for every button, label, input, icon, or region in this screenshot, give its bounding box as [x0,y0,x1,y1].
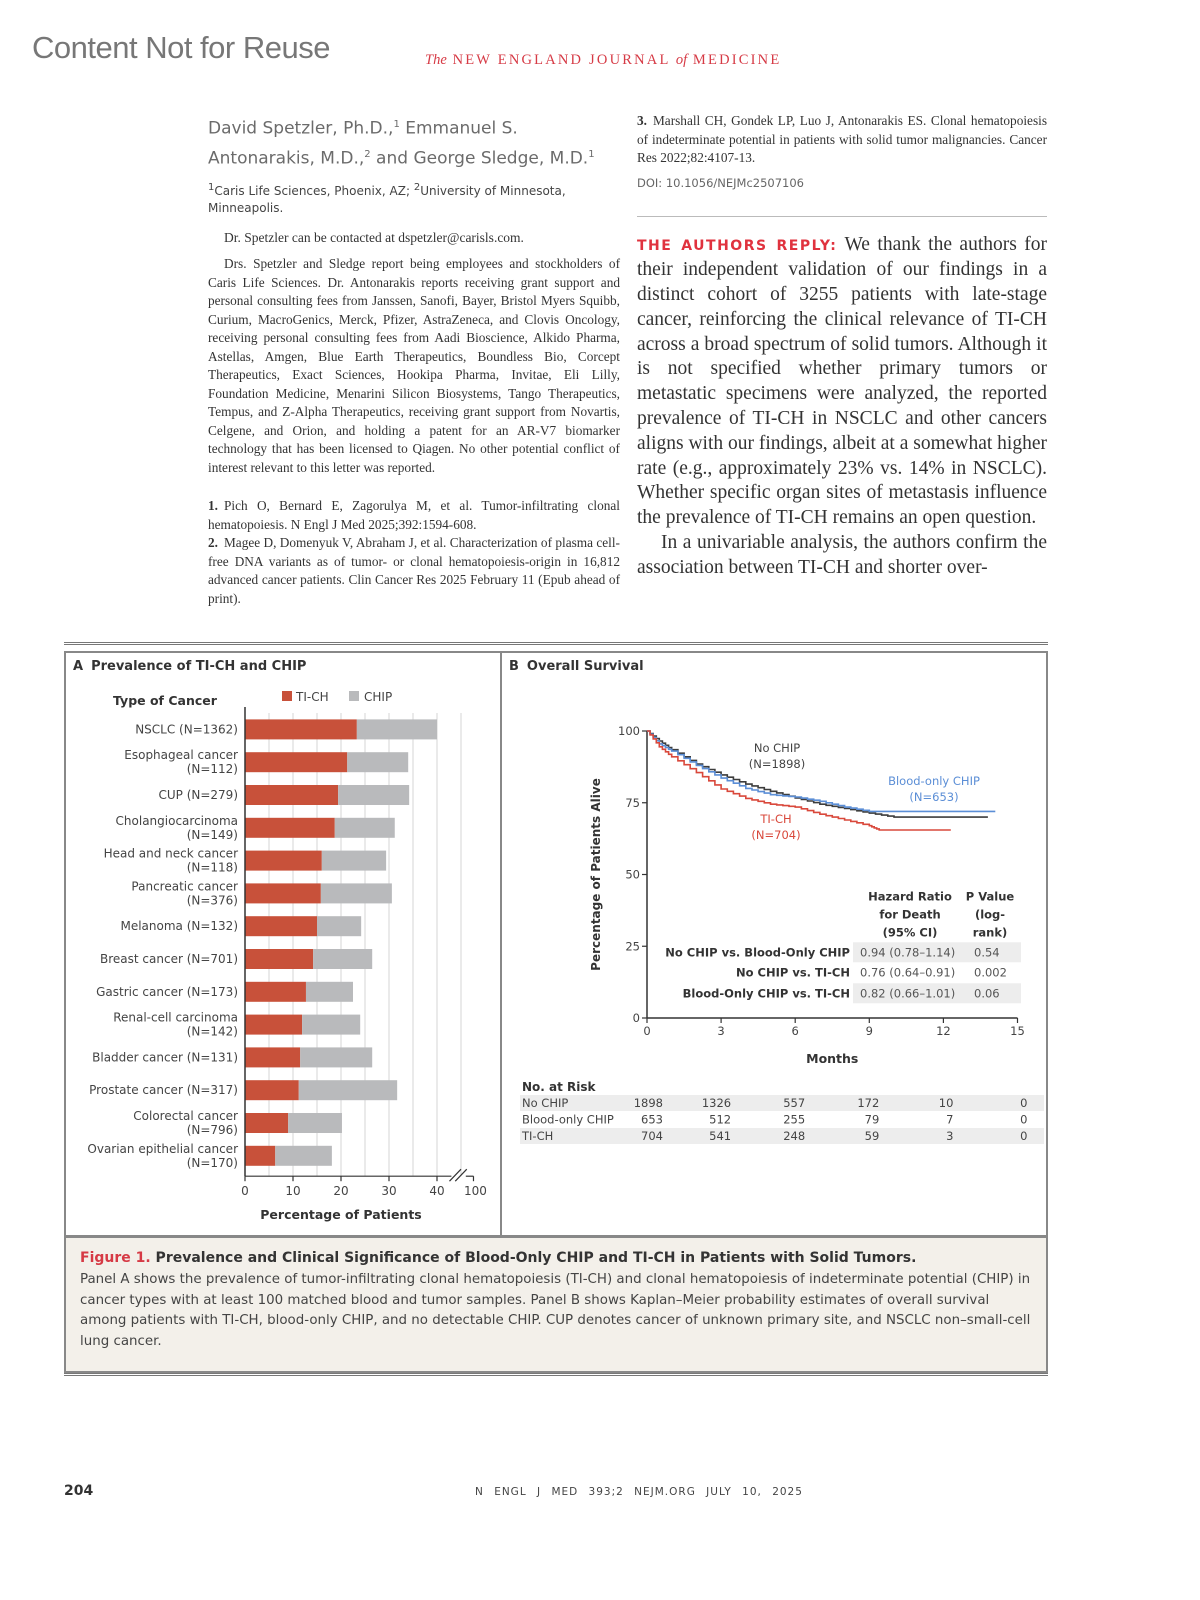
bar-chip [338,785,409,805]
at-risk-group: No CHIP [522,1096,569,1110]
category-label: (N=796) [186,1123,238,1137]
bar-chip [313,949,372,969]
reference-item [208,497,620,534]
category-label: Prostate cancer (N=317) [89,1083,238,1098]
bar-chip [306,982,353,1002]
journal-of: of [675,52,688,68]
table-header: P Value [965,889,1015,904]
survival-chart [502,653,1048,1237]
bar-tich [245,949,313,969]
at-risk-group: TI-CH [522,1129,554,1143]
panel-letter: B [509,659,519,674]
bar-chip [300,1047,372,1067]
panel-title-text: Overall Survival [526,659,644,674]
x-tick-label: 3 [717,1024,725,1038]
caption-title [80,1250,1032,1266]
bar-tich [245,1146,275,1166]
reference-number: 1. [208,498,218,514]
x-tick-label: 0 [241,1184,249,1199]
comparison-label: No CHIP vs. TI-CH [736,965,850,980]
category-label: NSCLC (N=1362) [135,722,238,737]
category-label: (N=112) [186,762,238,777]
bar-tich [245,818,335,838]
curve-label: (N=1898) [748,757,806,771]
bar-tich [245,1113,288,1133]
at-risk-count: 0 [1020,1096,1028,1110]
x-tick-label: 0 [643,1024,651,1038]
category-label: (N=118) [186,860,238,875]
p-value: 0.002 [974,965,1007,980]
bar-chip [347,752,408,772]
bar-chip [321,883,392,903]
legend-label-tich: TI-CH [296,690,329,704]
author-list: David Spetzler, Ph.D.,$^1$ Emmanuel S. Antonarakis, M.D.,$^2$ and George Sledge, M.D.$^1$ [208,118,595,169]
curve-label: (N=653) [909,790,959,804]
legend-swatch-tich [282,691,292,701]
figure-1 [64,642,1048,1376]
bar-tich [245,982,306,1002]
y-tick-label: 25 [625,939,640,954]
legend-label-chip: CHIP [364,690,393,704]
figure-panels [64,651,1048,1235]
at-risk-count: 541 [709,1129,732,1143]
at-risk-count: 10 [938,1096,954,1110]
y-axis-title: Type of Cancer [113,693,217,708]
bar-tich [245,1080,299,1100]
bar-tich [245,1015,302,1035]
at-risk-count: 79 [864,1112,880,1127]
hazard-ratio: 0.76 (0.64–0.91) [860,965,956,980]
at-risk-count: 0 [1020,1129,1028,1143]
caption-body: Panel A shows the prevalence of tumor-infiltrating clonal hematopoiesis (TI-CH) and clonal hematopoiesis of indeterminate potential (CHIP) in cancer types with at least 100 matched blood and tumor samples. Panel B shows Kaplan–Meier probability estimates of overall survival among patients with TI-CH, blood-only CHIP, and no detectable CHIP. CUP denotes cancer of unknown primary site, and NSCLC non–small-cell lung cancer. [80,1272,1031,1349]
table-header: rank) [972,925,1008,940]
footer-citation: N ENGL J MED 393;2 NEJM.ORG JULY 10, 2025 [475,1486,803,1498]
figure-caption [64,1235,1048,1373]
at-risk-count: 255 [783,1112,806,1127]
bar-chip [322,851,386,871]
caption-title-text: Prevalence and Clinical Significance of Blood-Only CHIP and TI-CH in Patients with Solid Tumors. [150,1250,917,1266]
journal-name-2: MEDICINE [692,52,782,68]
right-column [637,112,1047,581]
at-risk-count: 512 [709,1112,732,1127]
at-risk-count: 7 [946,1112,954,1127]
bar-chip [275,1146,332,1166]
journal-prefix: The [425,52,447,68]
reply-lead: THE AUTHORS REPLY: [637,237,838,254]
at-risk-count: 3 [946,1129,954,1143]
at-risk-count: 0 [1020,1112,1028,1127]
legend-swatch-chip [349,691,359,701]
reference-item [208,534,620,608]
y-tick-label: 75 [625,795,640,810]
comparison-label: No CHIP vs. Blood-Only CHIP [665,945,850,960]
bar-chip [335,818,395,838]
category-label: Colorectal cancer [133,1109,238,1123]
left-column [208,112,620,608]
bar-tich [245,785,338,805]
reference-text: Pich O, Bernard E, Zagorulya M, et al. Tumor-infiltrating clonal hematopoiesis. N Engl J Med 2025;392:1594-608. [208,498,620,532]
bar-tich [245,1047,300,1067]
authors-reply [637,233,1047,581]
bar-tich [245,851,322,871]
x-tick-label: 10 [285,1184,301,1199]
x-tick-label: 40 [429,1184,445,1199]
category-label: Renal-cell carcinoma [113,1010,238,1025]
category-label: Melanoma (N=132) [120,919,238,934]
curve-label: No CHIP [753,741,801,755]
reference-item [637,112,1047,168]
category-label: Pancreatic cancer [131,879,238,894]
y-tick-label: 100 [618,724,640,738]
at-risk-row-shade [520,1128,1044,1144]
reply-paragraph: In a univariable analysis, the authors confirm the association between TI-CH and shorter over- [637,532,1047,578]
x-tick-label: 30 [381,1184,397,1199]
at-risk-count: 172 [857,1096,880,1110]
reference-number: 3. [637,113,647,128]
comparison-label: Blood-Only CHIP vs. TI-CH [682,986,850,1001]
table-header: for Death [879,907,941,922]
x-tick-label: 6 [791,1024,799,1038]
table-header: (95% CI) [882,925,938,940]
table-header: (log- [974,907,1006,922]
y-axis-title: Percentage of Patients Alive [589,778,603,971]
bar-tich [245,916,317,936]
bar-tich [245,752,347,772]
at-risk-count: 1326 [701,1096,732,1110]
reference-text: Marshall CH, Gondek LP, Luo J, Antonarakis ES. Clonal hematopoiesis of indeterminate potential in patients with solid tumor malignancies. Cancer Res 2022;82:4107-13. [637,113,1047,165]
hazard-ratio: 0.94 (0.78–1.14) [860,945,956,960]
at-risk-count: 248 [783,1129,806,1143]
bar-chip [302,1015,360,1035]
reply-text: We thank the authors for their independent validation of our findings in a distinct cohort of 3255 patients with late-stage cancer, reinforcing the clinical relevance of TI-CH across a broad spectrum of solid tumors. Although it is not specified whether primary tumors or metastatic specimens were analyzed, the reported prevalence of TI-CH in NSCLC and other cancers aligns with our findings, albeit at a somewhat higher rate (e.g., approximately 23% vs. 14% in NSCLC). Whether specific organ sites of metastasis influence the prevalence of TI-CH remains an open question. [637,233,1047,529]
at-risk-title: No. at Risk [522,1080,596,1094]
panel-b [502,653,1048,1237]
reference-list [208,497,620,608]
at-risk-count: 704 [641,1129,663,1143]
x-tick-label: 9 [865,1024,873,1038]
category-label: (N=170) [186,1155,238,1170]
x-axis-title: Percentage of Patients [260,1207,422,1223]
at-risk-count: 1898 [633,1096,663,1110]
y-tick-label: 50 [625,867,640,882]
journal-masthead [425,52,781,69]
page-number: 204 [64,1483,94,1499]
category-label: Gastric cancer (N=173) [96,984,238,999]
at-risk-count: 59 [864,1129,880,1143]
category-label: (N=149) [186,827,238,842]
category-label: CUP (N=279) [158,788,238,802]
contact-line: Dr. Spetzler can be contacted at dspetzler@carisls.com. [224,230,524,246]
table-header: Hazard Ratio [868,889,952,904]
doi-link[interactable]: DOI: 10.1056/NEJMc2507106 [637,175,804,190]
category-label: (N=376) [186,893,238,908]
x-tick-label: 20 [333,1184,349,1199]
reply-paragraph [637,233,1047,532]
at-risk-row-shade [520,1095,1044,1111]
reference-text: Magee D, Domenyuk V, Abraham J, et al. Characterization of plasma cell-free DNA variants as of tumor- or clonal hematopoiesis-origin in 16,812 advanced cancer patients. Clin Cancer Res 2025 February 11 (Epub ahead of print). [208,535,620,606]
bar-tich [245,719,357,739]
x-tick-label: 12 [936,1024,951,1038]
at-risk-group: Blood-only CHIP [522,1112,614,1127]
p-value: 0.06 [974,986,1000,1001]
bar-chip [299,1080,397,1100]
category-label: (N=142) [186,1024,238,1039]
bar-chip [317,916,361,936]
category-label: Ovarian epithelial cancer [87,1141,238,1156]
y-tick-label: 0 [632,1011,640,1025]
curve-label: TI-CH [760,812,792,826]
axis-break-mark [449,1169,461,1181]
bar-chip [288,1113,342,1133]
bar-chip [357,719,437,739]
hazard-ratio: 0.82 (0.66–1.01) [860,986,956,1001]
category-label: Esophageal cancer [124,748,238,763]
journal-name: NEW ENGLAND JOURNAL [452,52,670,68]
x-axis-title: Months [806,1051,859,1066]
panel-a [66,653,502,1237]
curve-label: (N=704) [751,828,801,842]
disclosure-statement: Drs. Spetzler and Sledge report being employees and stockholders of Caris Life Sciences. Dr. Antonarakis reports receiving grant support and personal consulting fees from Janssen, Sanofi, Bayer, Bristol Myers Squibb, Curium, MacroGenics, Merck, Pfizer, AstraZeneca, and Clovis Oncology, receiving personal consulting fees from Aadi Bioscience, Alkido Pharma, Astellas, Amgen, Blue Earth Therapeutics, Boundless Bio, Corcept Therapeutics, Exact Sciences, Hookipa Pharma, Invitae, Eli Lilly, Foundation Medicine, Menarini Silicon Biosystems, Tango Therapeutics, Tempus, and Z-Alpha Therapeutics, receiving grant support from Novartis, Celgene, and Orion, and holding a patent for an AR-V7 biomarker technology that has been licensed to Qiagen. No other potential conflict of interest relevant to this letter was reported. [208,256,620,475]
panel-letter: A [73,659,84,674]
section-divider [637,216,1047,217]
x-tick-label: 15 [1010,1024,1025,1038]
category-label: Head and neck cancer [103,846,238,861]
reference-number: 2. [208,535,218,551]
bar-chart [66,653,500,1237]
x-tick-label: 100 [464,1184,487,1199]
bar-tich [245,883,321,903]
panel-title-text: Prevalence of TI-CH and CHIP [91,659,307,674]
curve-label: Blood-only CHIP [888,774,980,788]
category-label: Breast cancer (N=701) [100,952,238,966]
at-risk-count: 557 [783,1096,806,1110]
at-risk-count: 653 [641,1112,663,1127]
category-label: Bladder cancer (N=131) [92,1050,238,1065]
watermark: Content Not for Reuse [32,30,330,65]
figure-label: Figure 1. [80,1250,151,1266]
category-label: Cholangiocarcinoma [115,813,238,828]
p-value: 0.54 [974,945,1000,960]
affiliations: $^1$Caris Life Sciences, Phoenix, AZ; $^2$University of Minnesota, Minneapolis. [208,182,566,216]
